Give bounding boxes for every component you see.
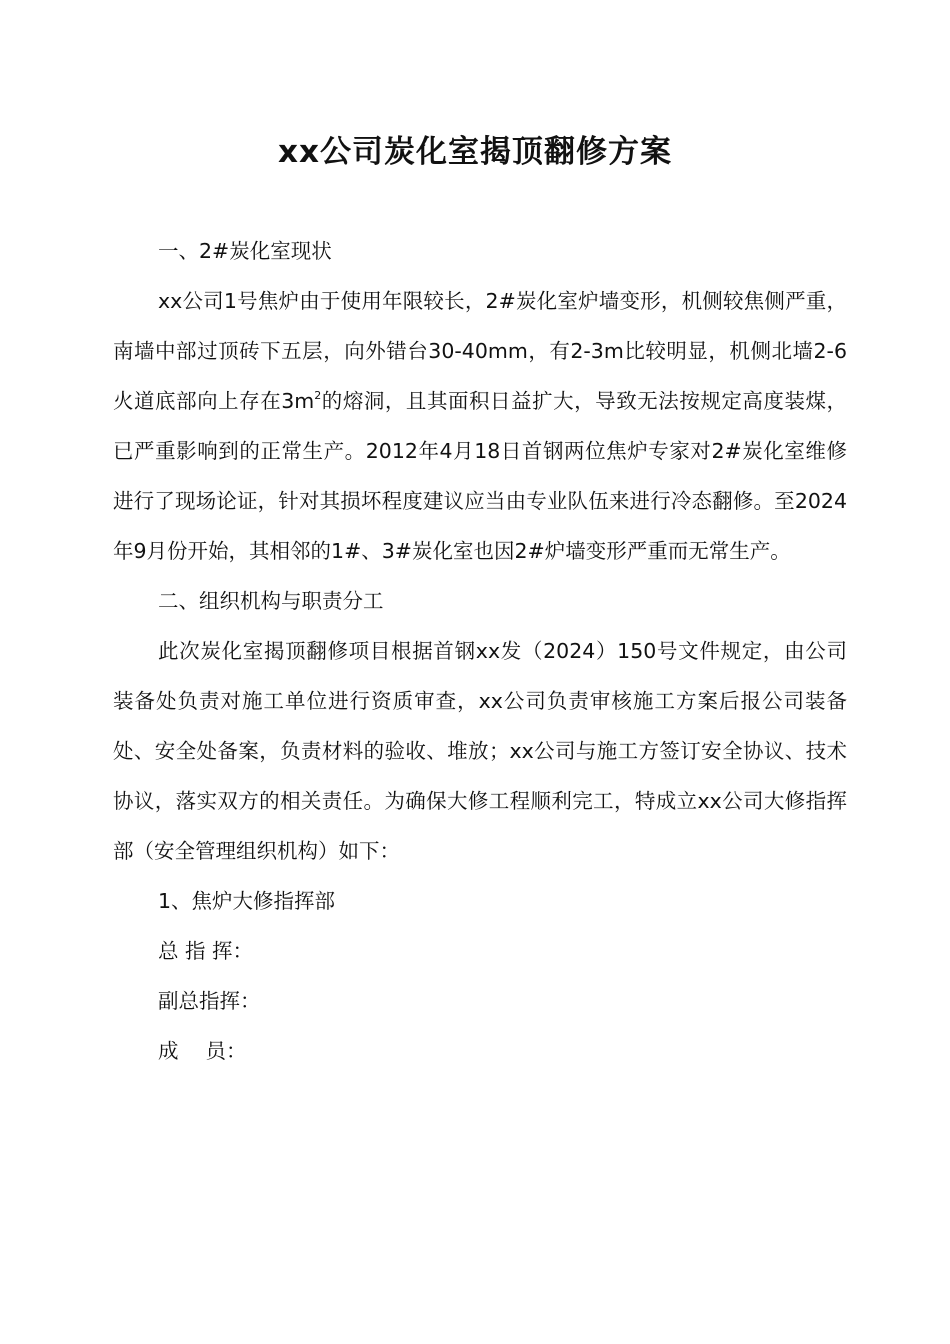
command-center-heading: 1、焦炉大修指挥部 [158,889,336,913]
document-title: xx公司炭化室揭顶翻修方案 [278,134,672,170]
section-2-heading: 二、组织机构与职责分工 [158,589,384,613]
document-body [113,226,847,1076]
section-1-text-part-1: xx公司1号焦炉由于使用年限较长，2#炭化室炉墙变形，机侧较焦侧严重，南墙中部过顶砖下五层，向外错台30-40mm，有2-3m比较明显，机侧北墙2-6火道底部向上存在3m [113,289,847,413]
role-commander: 总 指 挥： [158,939,254,963]
section-1-heading: 一、2#炭化室现状 [158,239,332,263]
role-members: 成 员： [158,1039,247,1063]
section-2-paragraph: 此次炭化室揭顶翻修项目根据首钢xx发（2024）150号文件规定，由公司装备处负责对施工单位进行资质审查，xx公司负责审核施工方案后报公司装备处、安全处备案，负责材料的验收、堆放；xx公司与施工方签订安全协议、技术协议，落实双方的相关责任。为确保大修工程顺利完工，特成立xx公司大修指挥部（安全管理组织机构）如下： [113,639,847,863]
role-deputy-commander: 副总指挥： [158,989,261,1013]
section-1-text-part-2: 的熔洞，且其面积日益扩大，导致无法按规定高度装煤，已严重影响到的正常生产。2012年4月18日首钢两位焦炉专家对2#炭化室维修进行了现场论证，针对其损坏程度建议应当由专业队伍来进行冷态翻修。至2024年9月份开始，其相邻的1#、3#炭化室也因2#炉墙变形严重而无常生产。 [113,389,848,563]
superscript-2: 2 [314,389,322,402]
section-1-paragraph [113,276,847,576]
